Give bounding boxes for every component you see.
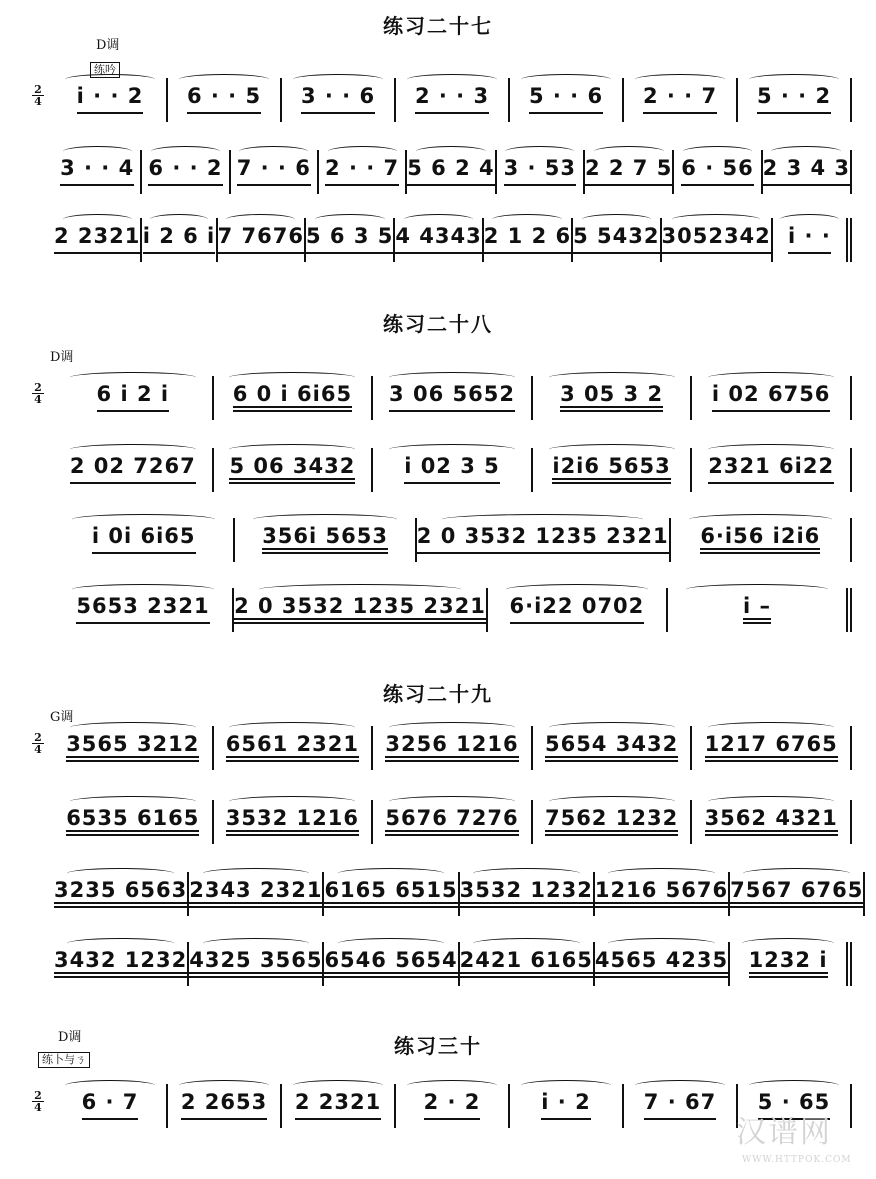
measure (674, 150, 762, 194)
note-group: 6·i22 0702 (510, 594, 645, 626)
note-group: 2 2 7 5 (585, 156, 672, 188)
measure (54, 448, 214, 492)
note-group: 5654 3432 (545, 732, 678, 764)
measure (218, 218, 306, 262)
watermark-subtext: WWW.HTTPOK.COM (742, 1155, 852, 1165)
key-signature-29: G调 (50, 710, 74, 725)
note-group: 6546 5654 (324, 948, 457, 980)
measure (692, 376, 852, 420)
note-group: 6 i 2 i (97, 382, 170, 414)
note-group: 6·i56 i2i6 (700, 524, 820, 556)
measure (282, 78, 396, 122)
measure (54, 588, 234, 632)
measure (234, 588, 488, 632)
note-group: 3256 1216 (385, 732, 518, 764)
note-group: 4325 3565 (189, 948, 322, 980)
note-group: 2 · · 7 (643, 84, 717, 116)
measure (407, 150, 496, 194)
measure (662, 218, 773, 262)
measure (738, 78, 852, 122)
measure (235, 518, 416, 562)
note-group: 5 06 3432 (229, 454, 355, 486)
note-group: 3 05 3 2 (560, 382, 663, 414)
measure (214, 448, 374, 492)
note-group: 6 · 7 (82, 1090, 139, 1122)
measure (168, 1084, 282, 1128)
technique-label-27: 练吟 (90, 62, 120, 78)
note-group: 356i 5653 (262, 524, 388, 556)
note-group: 6 · · 2 (148, 156, 222, 188)
measure (54, 942, 189, 986)
note-group: 1216 5676 (595, 878, 728, 910)
note-group: i · 2 (541, 1090, 590, 1122)
time-signature-top: 2 (34, 731, 42, 744)
section-title-28: 练习二十八 (383, 312, 493, 336)
note-group: 2 0 3532 1235 2321 (234, 594, 486, 626)
section-title-29: 练习二十九 (383, 682, 493, 706)
staff-row (24, 718, 852, 778)
note-group: 3432 1232 (54, 948, 187, 980)
note-group: 5 · 65 (758, 1090, 830, 1122)
note-group: 2421 6165 (460, 948, 593, 980)
measure (373, 448, 533, 492)
time-signature (32, 732, 44, 755)
section-title-30: 练习三十 (394, 1034, 482, 1058)
measure (319, 150, 407, 194)
note-group: i 2 6 i (143, 224, 216, 256)
measure (396, 78, 510, 122)
measure (585, 150, 674, 194)
staff-row (24, 70, 852, 130)
measure (595, 872, 730, 916)
watermark-text: 汉谱网 (736, 1115, 832, 1150)
note-group: 3562 4321 (705, 806, 838, 838)
measure (54, 726, 214, 770)
key-signature-30: D调 (58, 1030, 82, 1045)
note-group: 6165 6515 (324, 878, 457, 910)
measure (692, 726, 852, 770)
measure (373, 726, 533, 770)
staff-row (24, 368, 852, 428)
note-group: 1217 6765 (705, 732, 838, 764)
measure (417, 518, 671, 562)
note-group: 3052342 (662, 224, 771, 256)
note-group: 6 · 56 (681, 156, 753, 188)
measure (373, 376, 533, 420)
note-group: 2 3 4 3 (763, 156, 850, 188)
measure (624, 78, 738, 122)
note-group: 4 4343 (395, 224, 481, 256)
staff-row (24, 580, 852, 640)
note-group: 3 06 5652 (389, 382, 515, 414)
note-group: i – (743, 594, 771, 626)
note-group: 6561 2321 (226, 732, 359, 764)
measure (54, 518, 235, 562)
measure (282, 1084, 396, 1128)
note-group: 2 · · 7 (325, 156, 399, 188)
note-group: 6 · · 5 (187, 84, 261, 116)
staff-row (24, 934, 852, 994)
time-signature-bottom: 4 (32, 1101, 44, 1113)
time-signature-top: 2 (34, 1089, 42, 1102)
measure (396, 1084, 510, 1128)
measure (671, 518, 852, 562)
staff-row (24, 1076, 852, 1136)
measure (54, 376, 214, 420)
measure (189, 872, 324, 916)
measure (189, 942, 324, 986)
note-group: 7 7676 (218, 224, 304, 256)
measure (54, 218, 142, 262)
note-group: 2 2321 (54, 224, 140, 256)
note-group: 3 · · 6 (301, 84, 375, 116)
note-group: 7562 1232 (545, 806, 678, 838)
time-signature (32, 1090, 44, 1113)
measure (324, 872, 459, 916)
measure (231, 150, 319, 194)
note-group: 2 · 2 (424, 1090, 481, 1122)
measure (533, 376, 693, 420)
measure (533, 726, 693, 770)
measure (692, 800, 852, 844)
note-group: 6535 6165 (66, 806, 199, 838)
staff-row (24, 142, 852, 202)
key-signature-27: D调 (96, 38, 120, 53)
measure (54, 872, 189, 916)
note-group: 2 2653 (181, 1090, 267, 1122)
section-title-27: 练习二十七 (383, 14, 493, 38)
measure (624, 1084, 738, 1128)
note-group: 5 · · 6 (529, 84, 603, 116)
note-group: 7567 6765 (730, 878, 863, 910)
staff-row (24, 792, 852, 852)
note-group: 2 02 7267 (70, 454, 196, 486)
measure (533, 448, 693, 492)
measure (773, 218, 852, 262)
measure (306, 218, 395, 262)
note-group: 1232 i (749, 948, 828, 980)
note-group: i 02 3 5 (404, 454, 500, 486)
note-group: 5 6 3 5 (306, 224, 393, 256)
note-group: 5653 2321 (76, 594, 209, 626)
staff-row (24, 210, 852, 270)
staff-row (24, 440, 852, 500)
note-group: 3 · 53 (504, 156, 576, 188)
note-group: 7 · · 6 (237, 156, 311, 188)
note-group: 4565 4235 (595, 948, 728, 980)
note-group: 5 6 2 4 (407, 156, 494, 188)
note-group: i · · 2 (77, 84, 144, 116)
note-group: 2 1 2 6 (484, 224, 571, 256)
measure (533, 800, 693, 844)
measure (510, 78, 624, 122)
note-group: 2 2321 (295, 1090, 381, 1122)
time-signature-bottom: 4 (32, 95, 44, 107)
time-signature (32, 382, 44, 405)
measure (510, 1084, 624, 1128)
measure (214, 376, 374, 420)
note-group: 5676 7276 (385, 806, 518, 838)
measure (168, 78, 282, 122)
time-signature-bottom: 4 (32, 393, 44, 405)
measure (214, 800, 374, 844)
measure (484, 218, 573, 262)
measure (54, 78, 168, 122)
measure (730, 942, 852, 986)
watermark-logo (736, 1107, 856, 1165)
note-group: 5 5432 (573, 224, 659, 256)
measure (54, 150, 142, 194)
measure (763, 150, 852, 194)
measure (730, 872, 865, 916)
note-group: 3532 1216 (226, 806, 359, 838)
measure (373, 800, 533, 844)
measure (497, 150, 585, 194)
staff-row (24, 864, 864, 924)
note-group: 3235 6563 (54, 878, 187, 910)
note-group: 6 0 i 6i65 (233, 382, 352, 414)
note-group: 2 · · 3 (415, 84, 489, 116)
note-group: 2 0 3532 1235 2321 (417, 524, 669, 556)
note-group: 2321 6i22 (708, 454, 834, 486)
measure (692, 448, 852, 492)
note-group: 3 · · 4 (60, 156, 134, 188)
measure (460, 942, 595, 986)
note-group: i 02 6756 (712, 382, 831, 414)
measure (460, 872, 595, 916)
time-signature-top: 2 (34, 381, 42, 394)
note-group: 2343 2321 (189, 878, 322, 910)
note-group: i · · (788, 224, 831, 256)
measure (488, 588, 668, 632)
note-group: 7 · 67 (644, 1090, 716, 1122)
technique-label-30: 练卜与ㄋ (38, 1052, 90, 1068)
note-group: 3532 1232 (460, 878, 593, 910)
measure (142, 218, 217, 262)
note-group: i 0i 6i65 (92, 524, 196, 556)
measure (573, 218, 661, 262)
measure (142, 150, 230, 194)
time-signature-top: 2 (34, 83, 42, 96)
measure (54, 1084, 168, 1128)
measure (324, 942, 459, 986)
measure (395, 218, 483, 262)
measure (668, 588, 852, 632)
staff-row (24, 510, 852, 570)
note-group: i2i6 5653 (552, 454, 670, 486)
key-signature-28: D调 (50, 350, 74, 365)
measure (54, 800, 214, 844)
measure (214, 726, 374, 770)
note-group: 5 · · 2 (757, 84, 831, 116)
time-signature (32, 84, 44, 107)
note-group: 3565 3212 (66, 732, 199, 764)
measure (595, 942, 730, 986)
time-signature-bottom: 4 (32, 743, 44, 755)
